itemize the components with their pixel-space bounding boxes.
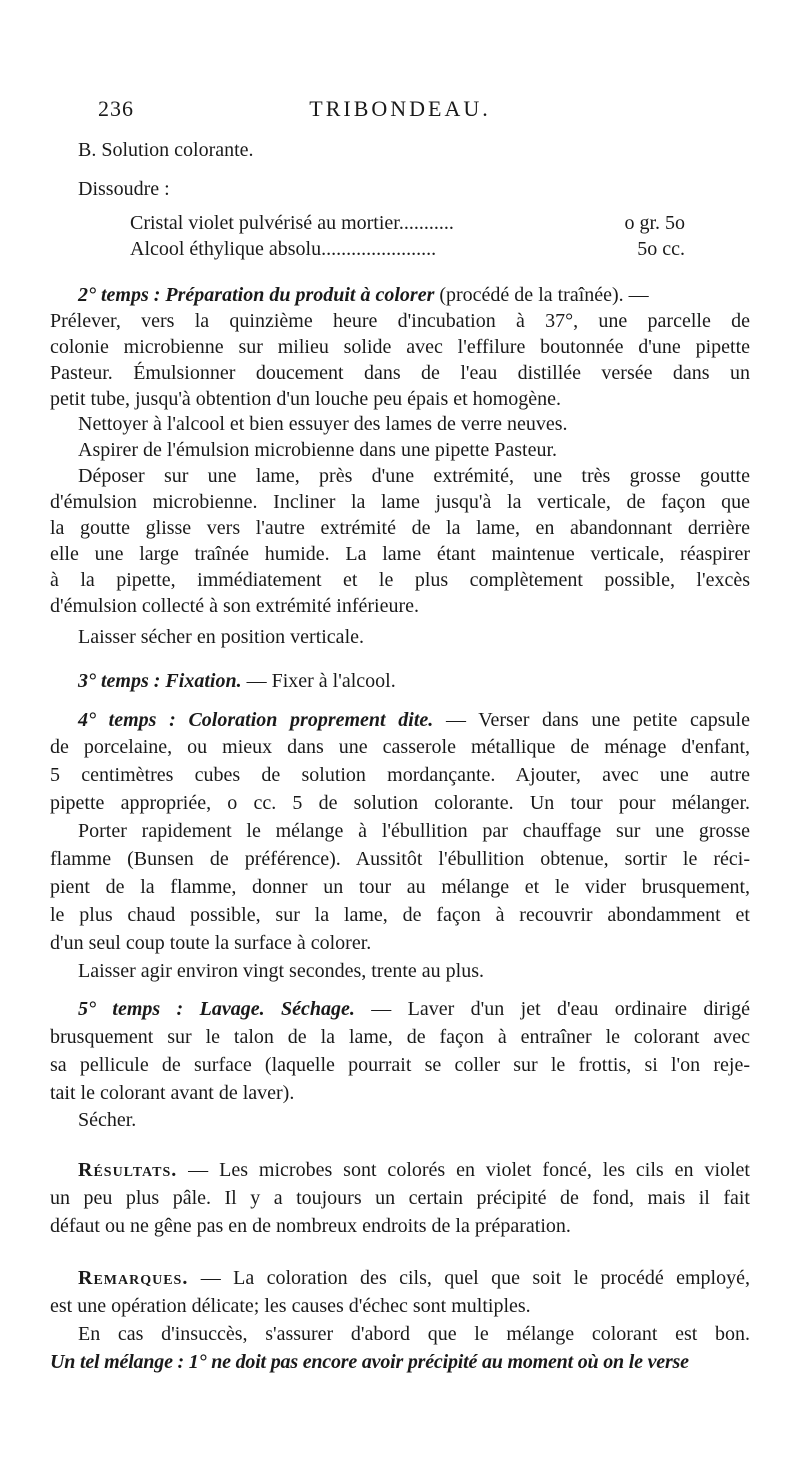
paragraph-line: la goutte glisse vers l'autre extrémité de la lame, en abandonnant derrière bbox=[50, 517, 750, 539]
step-text: (procédé de la traînée). — bbox=[434, 284, 649, 306]
running-title: TRIBONDEAU. bbox=[309, 96, 491, 121]
step-heading-3 bbox=[78, 668, 750, 694]
paragraph-line: Laisser agir environ vingt secondes, trente au plus. bbox=[78, 960, 484, 982]
recipe-amount: o gr. 5o bbox=[624, 212, 685, 234]
recipe-item: Alcool éthylique absolu....................... bbox=[130, 238, 437, 260]
step-title: 2° temps : Préparation du produit à colorer bbox=[78, 284, 435, 306]
paragraph-line: Laisser sécher en position verticale. bbox=[78, 626, 364, 648]
remarks-paragraph bbox=[78, 1265, 750, 1291]
results-paragraph bbox=[78, 1157, 750, 1183]
paragraph-line: Pasteur. Émulsionner doucement dans de l'eau distillée versée dans un bbox=[50, 362, 750, 384]
paragraph-line: flamme (Bunsen de préférence). Aussitôt l'ébullition obtenue, sortir le réci- bbox=[50, 848, 750, 870]
paragraph-line: Déposer sur une lame, près d'une extrémité, une très grosse goutte bbox=[78, 465, 750, 487]
results-label: Résultats. bbox=[78, 1159, 178, 1181]
paragraph-line: petit tube, jusqu'à obtention d'un louche peu épais et homogène. bbox=[50, 388, 561, 410]
paragraph-line: Aspirer de l'émulsion microbienne dans une pipette Pasteur. bbox=[78, 439, 558, 461]
step-text: — Laver d'un jet d'eau ordinaire dirigé bbox=[354, 998, 750, 1020]
paragraph-line: le plus chaud possible, sur la lame, de façon à recouvrir abondamment et bbox=[50, 904, 750, 926]
section-heading: B. Solution colorante. bbox=[78, 139, 254, 161]
step-title: 4° temps : Coloration proprement dite. bbox=[78, 709, 434, 731]
paragraph-line: Dissoudre : bbox=[78, 178, 170, 200]
paragraph-line: est une opération délicate; les causes d'échec sont multiples. bbox=[50, 1295, 531, 1317]
paragraph-line: 5 centimètres cubes de solution mordançante. Ajouter, avec une autre bbox=[50, 764, 750, 786]
step-heading-4 bbox=[78, 707, 750, 733]
step-title: 5° temps : Lavage. Séchage. bbox=[78, 998, 355, 1020]
paragraph-line: pient de la flamme, donner un tour au mélange et le vider brusquement, bbox=[50, 876, 750, 898]
step-title: 3° temps : Fixation. bbox=[78, 670, 242, 692]
paragraph-line: brusquement sur le talon de la lame, de façon à entraîner le colorant avec bbox=[50, 1026, 750, 1048]
remarks-text: — La coloration des cils, quel que soit le procédé employé, bbox=[188, 1267, 750, 1289]
step-text: — Fixer à l'alcool. bbox=[241, 670, 396, 692]
paragraph-line: tait le colorant avant de laver). bbox=[50, 1082, 295, 1104]
paragraph-line: elle une large traînée humide. La lame étant maintenue verticale, réaspirer bbox=[50, 543, 750, 565]
paragraph-line: d'émulsion microbienne. Incliner la lame jusqu'à la verticale, de façon que bbox=[50, 491, 750, 513]
paragraph-line: d'un seul coup toute la surface à colorer. bbox=[50, 932, 372, 954]
results-text: — Les microbes sont colorés en violet foncé, les cils en violet bbox=[177, 1159, 750, 1181]
paragraph-line: Prélever, vers la quinzième heure d'incubation à 37°, une parcelle de bbox=[50, 310, 750, 332]
running-header bbox=[0, 96, 800, 124]
paragraph-line: Un tel mélange : 1° ne doit pas encore avoir précipité au moment où on le verse bbox=[50, 1351, 689, 1373]
paragraph-line: d'émulsion collecté à son extrémité inférieure. bbox=[50, 595, 420, 617]
paragraph-line: un peu plus pâle. Il y a toujours un certain précipité de fond, mais il fait bbox=[50, 1187, 750, 1209]
recipe-item: Cristal violet pulvérisé au mortier........... bbox=[130, 212, 454, 234]
paragraph-line: colonie microbienne sur milieu solide avec l'effilure boutonnée d'une pipette bbox=[50, 336, 750, 358]
step-text: — Verser dans une petite capsule bbox=[433, 709, 750, 731]
paragraph-line: Nettoyer à l'alcool et bien essuyer des lames de verre neuves. bbox=[78, 413, 568, 435]
step-heading-5 bbox=[78, 996, 750, 1022]
remarks-label: Remarques. bbox=[78, 1267, 189, 1289]
paragraph-line: pipette appropriée, o cc. 5 de solution colorante. Un tour pour mélanger. bbox=[50, 792, 750, 814]
recipe-amount: 5o cc. bbox=[637, 238, 685, 260]
paragraph-line: Sécher. bbox=[78, 1109, 137, 1131]
paragraph-line: de porcelaine, ou mieux dans une casserole métallique de ménage d'enfant, bbox=[50, 736, 750, 758]
page-number: 236 bbox=[98, 96, 134, 121]
paragraph-line: Porter rapidement le mélange à l'ébullition par chauffage sur une grosse bbox=[78, 820, 750, 842]
step-heading-2 bbox=[78, 282, 750, 308]
paragraph-line: à la pipette, immédiatement et le plus complètement possible, l'excès bbox=[50, 569, 750, 591]
paragraph-line: sa pellicule de surface (laquelle pourrait se coller sur le frottis, si l'on reje- bbox=[50, 1054, 750, 1076]
paragraph-line: défaut ou ne gêne pas en de nombreux endroits de la préparation. bbox=[50, 1215, 571, 1237]
paragraph-line: En cas d'insuccès, s'assurer d'abord que le mélange colorant est bon. bbox=[78, 1323, 750, 1345]
